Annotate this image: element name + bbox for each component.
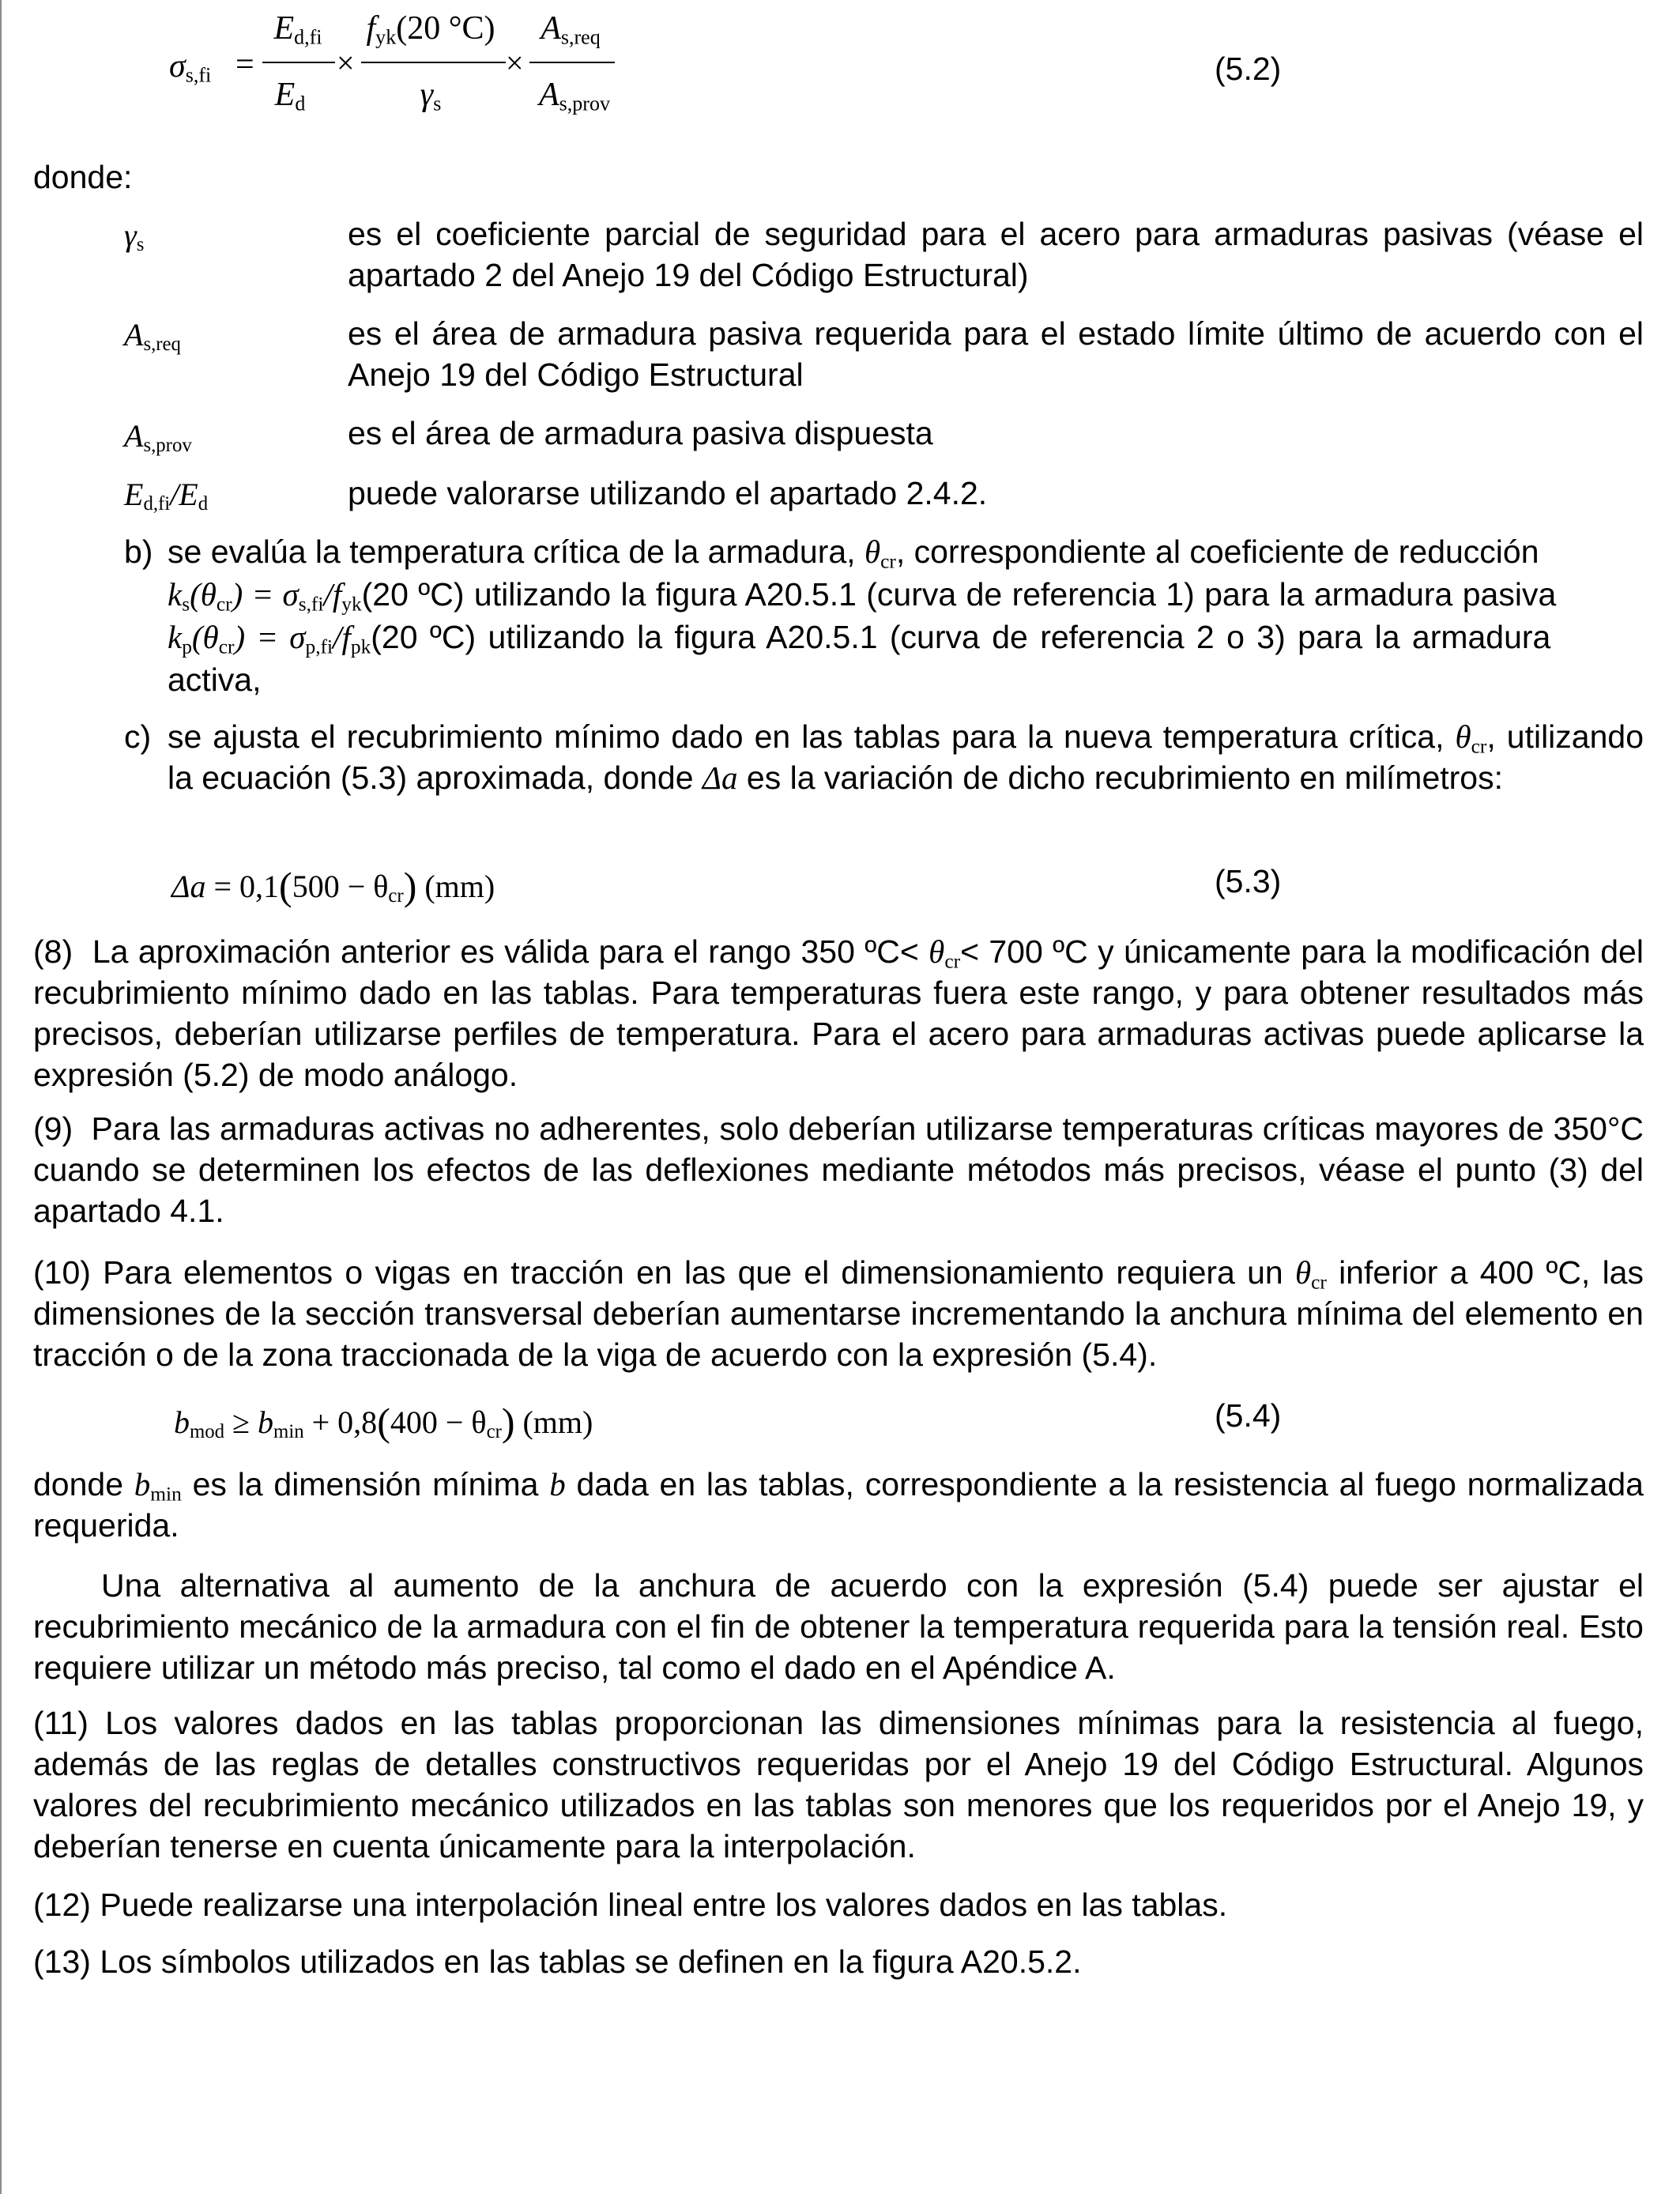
eq52-times-1: × (337, 45, 355, 81)
paragraph-11: (11) Los valores dados en las tablas proporcionan las dimensiones mínimas para la resistencia al fuego, además de las reglas de detalles constructivos requeridas por el Anejo 19 del Código Estructural. Algunos valores del recubrimiento mecánico utilizados en las tablas son menores que los requeridos por el Anejo 19, y deberían tenerse en cuenta únicamente para la interpolación. (33, 1705, 1644, 1864)
paragraph-8: (8) La aproximación anterior es válida para el rango 350 ºC< $\theta_{cr}< 700$ ºC y únicamente para la modificación del recubrimiento mínimo dado en las tablas. Para temperaturas fuera este rango, y para obtener resultados más precisos, deberían utilizarse perfiles de temperatura. Para el acero para armaduras activas puede aplicarse la expresión (5.2) de modo análogo. (33, 933, 1644, 1093)
eq52-f1-bar (262, 62, 335, 63)
paragraph-12-number: (12) (33, 1887, 91, 1923)
item-c-label: c) (124, 718, 152, 755)
paragraph-13: (13) Los símbolos utilizados en las tablas se definen en la figura A20.5.2. (33, 1943, 1082, 1980)
eq52-equals: = (235, 47, 254, 83)
eq52-number: (5.2) (1215, 51, 1282, 87)
paragraph-10-number: (10) (33, 1254, 91, 1291)
item-b-line-1: se evalúa la temperatura crítica de la armadura, $\theta_{cr}$, correspondiente al coeficiente de reducción (168, 533, 1539, 573)
def-symbol-ed-ratio: $E_{d,fi}/E_d$ (124, 477, 209, 515)
eq52-f2-den: $\gamma_s$ (420, 77, 442, 115)
list-item-c (124, 716, 1644, 843)
paragraph-12: (12) Puede realizarse una interpolación lineal entre los valores dados en las tablas. (33, 1887, 1228, 1923)
eq52-f2-num: $f_{yk}(20$ °C) (366, 10, 495, 49)
eq54-number: (5.4) (1215, 1397, 1282, 1434)
item-b-line-4: activa, (168, 662, 262, 698)
paragraph-alternative: Una alternativa al aumento de la anchura de acuerdo con la expresión (5.4) puede ser ajustar el recubrimiento mecánico de la armadura con el fin de obtener la temperatura requerida para la tensión real. Esto requiere utilizar un método más preciso, tal como el dado en el Apéndice A. (33, 1567, 1644, 1686)
paragraph-8-number: (8) (33, 933, 73, 970)
def-text-as-req: es el área de armadura pasiva requerida para el estado límite último de acuerdo con el Anejo 19 del Código Estructural (348, 315, 1644, 393)
eq52-f1-den: $E_d$ (274, 77, 306, 115)
eq52-f2-bar (361, 62, 506, 63)
item-b-label: b) (124, 533, 153, 570)
eq52-times-2: × (506, 45, 524, 81)
def-symbol-as-prov: $A_{s,prov}$ (124, 418, 192, 457)
def-text-as-prov: es el área de armadura pasiva dispuesta (348, 415, 933, 451)
paragraph-donde-bmin: donde $b_{min}$ es la dimensión mínima b dada en las tablas, correspondiente a la resistencia al fuego normalizada requerida. (33, 1466, 1644, 1544)
eq53-number: (5.3) (1215, 863, 1282, 899)
eq52-f3-den: $A_{s,prov}$ (538, 77, 610, 115)
item-c-text: se ajusta el recubrimiento mínimo dado en las tablas para la nueva temperatura crítica, $\theta_{cr}$, utilizando la ecuación (5.3) aproximada, donde Δa es la variación de dicho recubrimiento en milímetros: (168, 718, 1644, 796)
eq52-f3-bar (529, 62, 615, 63)
item-b-line-3: $k_p(\theta_{cr}) = \sigma_{p,fi}/f_{pk}(20$ ºC) utilizando la figura A20.5.1 (curva de referencia 2 o 3) para la armadura (168, 619, 1551, 658)
eq52-f1-num: $E_{d,fi}$ (273, 10, 322, 49)
eq52-f3-num: $A_{s,req}$ (541, 10, 601, 49)
list-item-b (124, 531, 1644, 705)
def-symbol-gamma-s: $\gamma_s$ (124, 217, 145, 256)
def-symbol-as-req: $A_{s,req}$ (124, 317, 181, 356)
def-text-ed-ratio: puede valorarse utilizando el apartado 2.4.2. (348, 475, 988, 511)
eq54-expression: $b_{mod} \ge b_{min} + 0,8(400 - \theta_{cr})$ (mm) (174, 1400, 593, 1444)
paragraph-10: (10) Para elementos o vigas en tracción en las que el dimensionamiento requiera un $\theta_{cr}$ inferior a 400 ºC, las dimensiones de la sección transversal deberían aumentarse incrementando la anchura mínima del elemento en tracción o de la zona traccionada de la viga de acuerdo con la expresión (5.4). (33, 1254, 1644, 1373)
paragraph-13-number: (13) (33, 1943, 91, 1980)
eq53-expression: $\Delta a = 0,1(500 - \theta_{cr})$ (mm) (171, 864, 495, 908)
donde-label: donde: (33, 159, 133, 195)
eq52-lhs: $\sigma_{s,fi}$ (169, 48, 212, 87)
paragraph-9: (9) Para las armaduras activas no adherentes, solo deberían utilizarse temperaturas críticas mayores de 350°C cuando se determinen los efectos de las deflexiones mediante métodos más precisos, véase el punto (3) del apartado 4.1. (33, 1110, 1644, 1229)
def-text-gamma-s: es el coeficiente parcial de seguridad para el acero para armaduras pasivas (véase el apartado 2 del Anejo 19 del Código Estructural) (348, 216, 1644, 293)
paragraph-9-number: (9) (33, 1110, 73, 1147)
item-b-line-2: $k_s(\theta_{cr}) = \sigma_{s,fi}/f_{yk}(20$ ºC) utilizando la figura A20.5.1 (curva de referencia 1) para la armadura pasiva (168, 576, 1557, 616)
paragraph-11-number: (11) (33, 1705, 89, 1741)
